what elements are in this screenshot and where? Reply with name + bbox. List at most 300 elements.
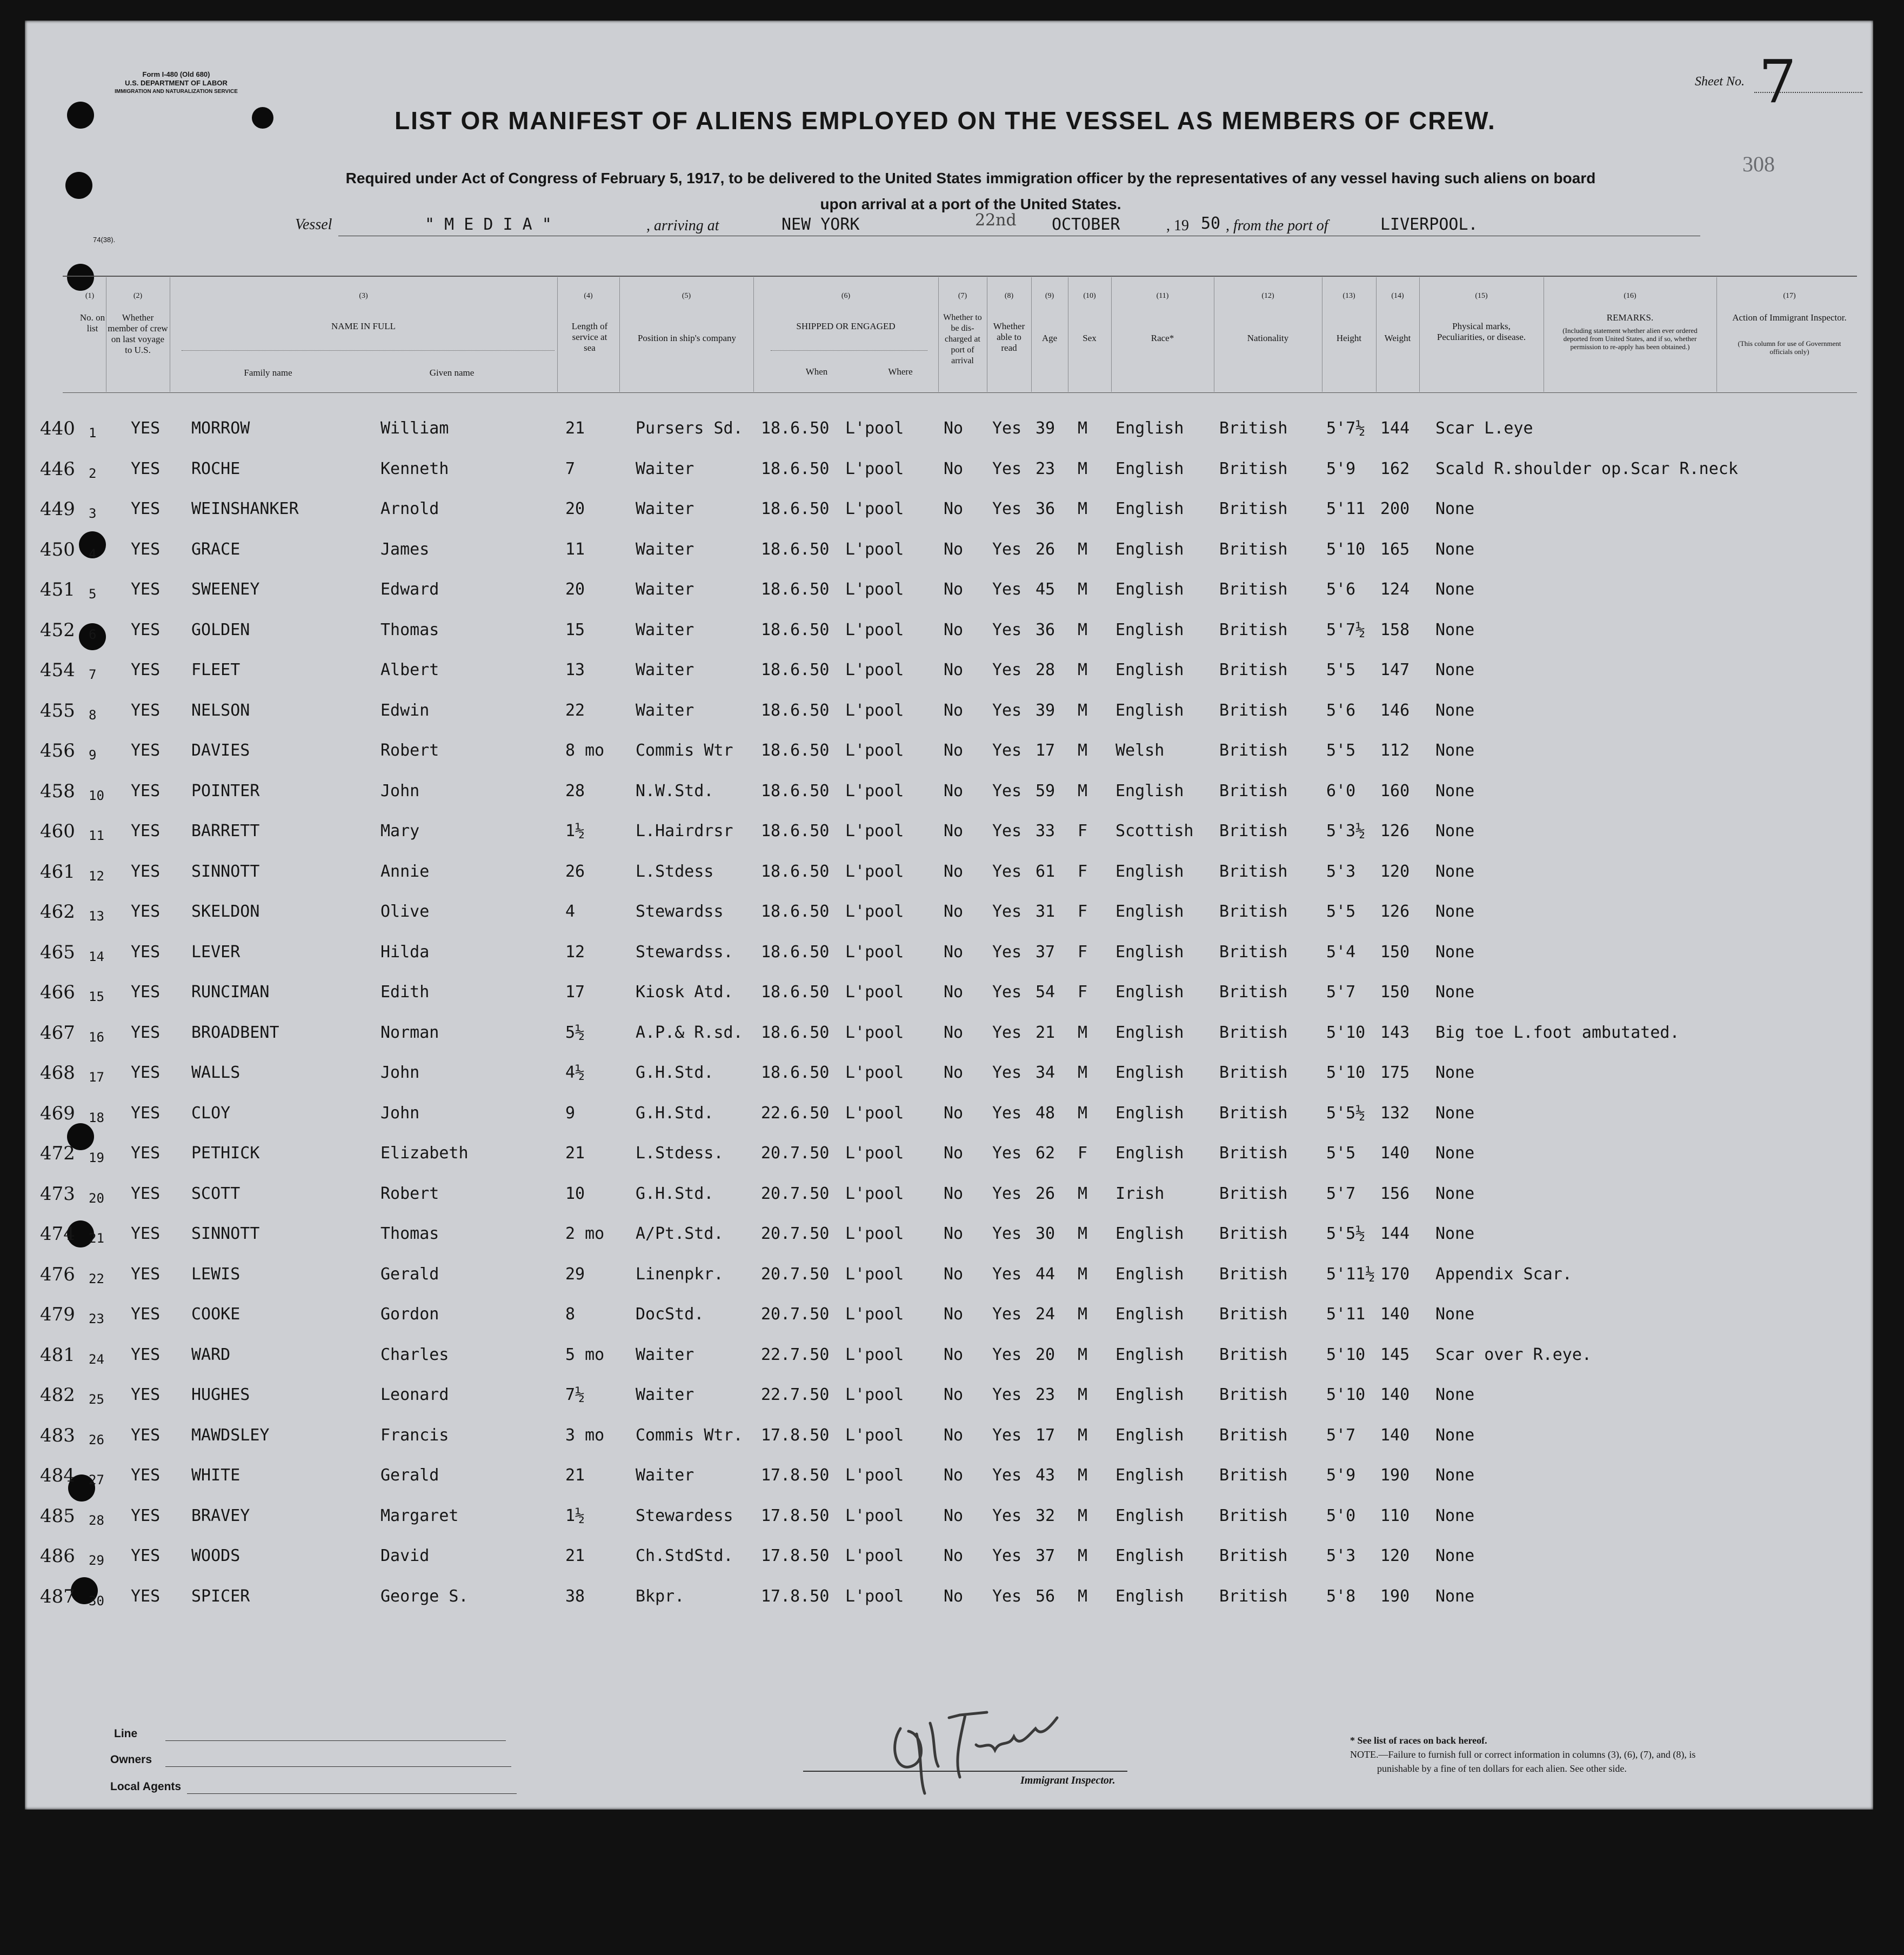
able-to-read: Yes [992,459,1022,478]
height: 5'5 [1326,741,1356,760]
nationality: British [1219,700,1288,720]
shipped-where: L'pool [845,1586,904,1606]
discharged-at-arrival: No [944,862,964,881]
row-ref-number: 472 [40,1143,75,1164]
given-name: John [380,1103,420,1123]
length-of-service: 1½ [565,822,585,840]
family-name: DAVIES [191,741,250,760]
ship-position: A/Pt.Std. [636,1224,724,1243]
local-agents-field [187,1793,517,1794]
given-name: John [380,1063,420,1082]
family-name: SINNOTT [191,862,260,881]
ship-position: Waiter [636,459,694,478]
nationality: British [1219,1063,1288,1082]
table-row [25,1022,1873,1061]
race: English [1115,1385,1184,1404]
age: 21 [1035,1023,1055,1042]
row-list-number: 22 [89,1271,104,1286]
shipped-where: L'pool [845,781,904,800]
shipped-where: L'pool [845,620,904,639]
row-list-number: 18 [89,1110,104,1125]
height: 5'7½ [1326,620,1366,639]
sex: M [1078,1466,1088,1485]
side-code: 74(38). [93,236,116,244]
physical-marks: None [1435,862,1475,881]
sex: M [1078,1264,1088,1284]
height: 5'9 [1326,1466,1356,1485]
shipped-where: L'pool [845,459,904,478]
sex: M [1078,1546,1088,1565]
form-number: Form I-480 (Old 680) [142,70,210,78]
given-name: Mary [380,822,420,840]
row-ref-number: 461 [40,860,75,883]
table-row [25,1425,1873,1464]
discharged-at-arrival: No [944,539,964,559]
discharged-at-arrival: No [944,620,964,639]
discharged-at-arrival: No [944,1184,964,1203]
height: 5'10 [1326,1385,1366,1404]
physical-marks: None [1435,741,1475,760]
family-name: BRAVEY [191,1506,250,1525]
ship-position: Waiter [636,539,694,559]
shipped-when: 18.6.50 [761,862,830,881]
crew-last-voyage: YES [131,781,161,800]
age: 28 [1035,660,1055,679]
race: English [1115,1506,1184,1525]
weight: 140 [1380,1144,1410,1163]
table-row [25,1304,1873,1343]
height: 5'4 [1326,942,1356,962]
crew-last-voyage: YES [131,1023,161,1042]
row-ref-number: 458 [40,780,75,802]
able-to-read: Yes [992,1023,1022,1042]
able-to-read: Yes [992,1184,1022,1203]
crew-last-voyage: YES [131,1305,161,1324]
shipped-when: 17.8.50 [761,1506,830,1525]
family-name: NELSON [191,700,250,720]
shipped-where: L'pool [845,741,904,760]
ship-position: L.Hairdrsr [636,822,733,840]
nationality: British [1219,781,1288,800]
weight: 170 [1380,1264,1410,1284]
row-list-number: 16 [89,1029,104,1045]
physical-marks: None [1435,620,1475,639]
crew-last-voyage: YES [131,983,161,1002]
row-list-number: 29 [89,1553,104,1568]
ship-position: Stewardess [636,1506,733,1525]
row-list-number: 12 [89,868,104,884]
race: English [1115,1425,1184,1445]
nationality: British [1219,862,1288,881]
row-list-number: 9 [89,748,97,763]
col-number: (5) [682,292,691,300]
shipped-when: 18.6.50 [761,660,830,679]
race: English [1115,459,1184,478]
vessel-label: Vessel [295,216,332,233]
shipped-when: 18.6.50 [761,1063,830,1082]
shipped-where: L'pool [845,1063,904,1082]
family-name: SPICER [191,1586,250,1606]
age: 45 [1035,580,1055,599]
height: 5'3 [1326,1546,1356,1565]
table-row [25,861,1873,900]
col-number: (7) [958,292,967,300]
family-name: WOODS [191,1546,240,1565]
sex: F [1078,902,1088,921]
race: English [1115,942,1184,962]
able-to-read: Yes [992,1305,1022,1324]
weight: 126 [1380,902,1410,921]
physical-marks: None [1435,781,1475,800]
race: English [1115,1063,1184,1082]
family-name: LEWIS [191,1264,240,1284]
shipped-where: L'pool [845,902,904,921]
table-row [25,418,1873,457]
crew-last-voyage: YES [131,1425,161,1445]
discharged-at-arrival: No [944,1144,964,1163]
punch-hole [65,172,92,199]
table-row [25,1183,1873,1222]
length-of-service: 12 [565,942,585,962]
row-list-number: 26 [89,1432,104,1447]
discharged-at-arrival: No [944,1385,964,1404]
given-name: Charles [380,1345,449,1364]
row-ref-number: 467 [40,1022,75,1044]
col-header-length-service: Length of service at sea [571,321,608,353]
shipped-when: 18.6.50 [761,781,830,800]
weight: 146 [1380,700,1410,720]
sex: M [1078,419,1088,438]
weight: 165 [1380,539,1410,559]
ship-position: Waiter [636,499,694,518]
crew-last-voyage: YES [131,1466,161,1485]
length-of-service: 8 [565,1305,576,1324]
crew-last-voyage: YES [131,942,161,962]
nationality: British [1219,1586,1288,1606]
discharged-at-arrival: No [944,1224,964,1243]
race: English [1115,1586,1184,1606]
age: 36 [1035,620,1055,639]
able-to-read: Yes [992,1546,1022,1565]
family-name: GRACE [191,539,240,559]
row-ref-number: 452 [40,619,75,641]
family-name: RUNCIMAN [191,983,270,1002]
form-header [106,70,246,96]
sex: F [1078,942,1088,962]
weight: 140 [1380,1385,1410,1404]
col-header-remarks: REMARKS. [1606,312,1654,323]
weight: 144 [1380,1224,1410,1243]
shipped-when: 17.8.50 [761,1546,830,1565]
col-header-read: Whether able to read [993,321,1025,353]
crew-last-voyage: YES [131,660,161,679]
shipped-when: 18.6.50 [761,942,830,962]
discharged-at-arrival: No [944,499,964,518]
weight: 190 [1380,1466,1410,1485]
subtitle-line-2: upon arrival at a port of the United States. [820,196,1121,212]
penalty-note-1: NOTE.—Failure to furnish full or correct information in columns (3), (6), (7), and (8), is [1350,1749,1696,1760]
crew-last-voyage: YES [131,1546,161,1565]
crew-last-voyage: YES [131,1345,161,1364]
row-list-number: 10 [89,788,104,803]
height: 6'0 [1326,781,1356,800]
race: English [1115,983,1184,1002]
row-ref-number: 446 [40,458,75,480]
age: 39 [1035,419,1055,438]
shipped-when: 20.7.50 [761,1144,830,1163]
ship-position: Waiter [636,620,694,639]
weight: 190 [1380,1586,1410,1606]
weight: 110 [1380,1506,1410,1525]
able-to-read: Yes [992,620,1022,639]
row-ref-number: 465 [40,941,75,963]
table-row [25,982,1873,1020]
col-number: (4) [584,292,593,300]
shipped-where: L'pool [845,1546,904,1565]
nationality: British [1219,1144,1288,1163]
given-name: Gerald [380,1466,439,1485]
nationality: British [1219,983,1288,1002]
row-list-number: 24 [89,1351,104,1367]
row-ref-number: 485 [40,1505,75,1527]
row-ref-number: 466 [40,982,75,1003]
family-name: WEINSHANKER [191,499,299,518]
col-header-height: Height [1336,333,1362,343]
race: Irish [1115,1184,1165,1203]
row-list-number: 21 [89,1231,104,1246]
sex: M [1078,1385,1088,1404]
discharged-at-arrival: No [944,1506,964,1525]
arriving-label: , arriving at [646,217,719,234]
race: English [1115,1023,1184,1042]
discharged-at-arrival: No [944,741,964,760]
nationality: British [1219,942,1288,962]
col-number: (2) [133,292,143,300]
sex: M [1078,1305,1088,1324]
row-ref-number: 460 [40,820,75,842]
length-of-service: 17 [565,983,585,1002]
nationality: British [1219,539,1288,559]
weight: 175 [1380,1063,1410,1082]
given-name: Robert [380,741,439,760]
sex: M [1078,781,1088,800]
row-list-number: 28 [89,1512,104,1528]
family-name: POINTER [191,781,260,800]
shipped-where: L'pool [845,942,904,962]
shipped-where: L'pool [845,419,904,438]
weight: 144 [1380,419,1410,438]
col-number: (3) [359,292,368,300]
height: 5'7½ [1326,419,1366,438]
shipped-when: 20.7.50 [761,1184,830,1203]
table-row [25,539,1873,578]
physical-marks: None [1435,1144,1475,1163]
age: 26 [1035,539,1055,559]
discharged-at-arrival: No [944,1586,964,1606]
row-ref-number: 462 [40,901,75,923]
row-list-number: 2 [89,465,97,481]
family-name: SKELDON [191,902,260,921]
col-header-inspector-note: (This column for use of Government officials only) [1738,339,1841,356]
shipped-when: 18.6.50 [761,983,830,1002]
length-of-service: 28 [565,781,585,800]
age: 62 [1035,1144,1055,1163]
shipped-where: L'pool [845,1264,904,1284]
sex: F [1078,822,1088,840]
table-row [25,458,1873,497]
row-ref-number: 476 [40,1263,75,1285]
physical-marks: None [1435,1546,1475,1565]
nationality: British [1219,580,1288,599]
length-of-service: 26 [565,862,585,881]
race: English [1115,539,1184,559]
crew-last-voyage: YES [131,1063,161,1082]
crew-last-voyage: YES [131,822,161,840]
family-name: HUGHES [191,1385,250,1404]
given-name: Gordon [380,1305,439,1324]
age: 48 [1035,1103,1055,1123]
nationality: British [1219,1305,1288,1324]
given-name: Margaret [380,1506,459,1525]
weight: 145 [1380,1345,1410,1364]
shipped-when: 18.6.50 [761,741,830,760]
crew-last-voyage: YES [131,1264,161,1284]
physical-marks: None [1435,580,1475,599]
row-list-number: 3 [89,506,97,521]
length-of-service: 21 [565,419,585,438]
length-of-service: 3 mo [565,1425,605,1445]
length-of-service: 21 [565,1466,585,1485]
ship-position: A.P.& R.sd. [636,1023,743,1042]
row-list-number: 13 [89,909,104,924]
shipped-where: L'pool [845,983,904,1002]
col-header-where: Where [888,366,913,377]
sex: M [1078,1506,1088,1525]
given-name: Leonard [380,1385,449,1404]
shipped-where: L'pool [845,1506,904,1525]
col-header-no-on-list: No. on list [79,312,105,333]
col-header-position: Position in ship's company [637,333,737,343]
shipped-when: 18.6.50 [761,620,830,639]
race: English [1115,700,1184,720]
ship-position: Stewardss. [636,942,733,962]
race: English [1115,620,1184,639]
inspector-label: Immigrant Inspector. [1020,1774,1115,1786]
ship-position: N.W.Std. [636,781,714,800]
physical-marks: None [1435,660,1475,679]
local-agents-label: Local Agents [110,1780,182,1793]
height: 5'6 [1326,700,1356,720]
nationality: British [1219,620,1288,639]
nationality: British [1219,1425,1288,1445]
age: 20 [1035,1345,1055,1364]
able-to-read: Yes [992,419,1022,438]
row-ref-number: 440 [40,418,75,439]
family-name: BARRETT [191,822,260,840]
ship-position: Waiter [636,700,694,720]
given-name: Edith [380,983,430,1002]
given-name: George S. [380,1586,469,1606]
ship-position: L.Stdess [636,862,714,881]
length-of-service: 11 [565,539,585,559]
crew-last-voyage: YES [131,1506,161,1525]
discharged-at-arrival: No [944,1023,964,1042]
col-header-crew-last-voyage: Whether member of crew on last voyage to U.S. [108,312,168,355]
family-name: ROCHE [191,459,240,478]
nationality: British [1219,660,1288,679]
physical-marks: None [1435,1184,1475,1203]
physical-marks: None [1435,1305,1475,1324]
family-name: PETHICK [191,1144,260,1163]
row-ref-number: 473 [40,1183,75,1205]
crew-last-voyage: YES [131,580,161,599]
race: English [1115,1345,1184,1364]
race: English [1115,1466,1184,1485]
physical-marks: None [1435,1385,1475,1404]
family-name: FLEET [191,660,240,679]
shipped-where: L'pool [845,822,904,840]
table-header-rule [63,392,1857,393]
nationality: British [1219,1466,1288,1485]
age: 30 [1035,1224,1055,1243]
ship-position: Kiosk Atd. [636,983,733,1002]
shipped-where: L'pool [845,660,904,679]
row-list-number: 19 [89,1150,104,1165]
weight: 150 [1380,942,1410,962]
discharged-at-arrival: No [944,781,964,800]
weight: 162 [1380,459,1410,478]
table-top-rule [63,276,1857,277]
row-ref-number: 451 [40,579,75,600]
height: 5'10 [1326,1345,1366,1364]
length-of-service: 4½ [565,1063,585,1082]
given-name: Arnold [380,499,439,518]
table-row [25,659,1873,698]
table-row [25,1062,1873,1101]
table-row [25,1505,1873,1544]
race: English [1115,1305,1184,1324]
race: English [1115,1224,1184,1243]
nationality: British [1219,1345,1288,1364]
shipped-where: L'pool [845,700,904,720]
crew-last-voyage: YES [131,1103,161,1123]
race: English [1115,1103,1184,1123]
owners-label: Owners [110,1753,152,1766]
service-name: IMMIGRATION AND NATURALIZATION SERVICE [115,89,238,95]
row-list-number: 8 [89,707,97,723]
shipped-where: L'pool [845,1345,904,1364]
row-ref-number: 481 [40,1344,75,1366]
height: 5'6 [1326,580,1356,599]
physical-marks: None [1435,1063,1475,1082]
length-of-service: 7 [565,459,576,478]
able-to-read: Yes [992,499,1022,518]
shipped-when: 20.7.50 [761,1264,830,1284]
family-name: CLOY [191,1103,231,1123]
physical-marks: None [1435,1425,1475,1445]
height: 5'5½ [1326,1103,1366,1123]
subtitle-line-1: Required under Act of Congress of February 5, 1917, to be delivered to the United States immigration officer by the representatives of any vessel having such aliens on board [345,170,1596,186]
col-number: (16) [1624,292,1636,300]
nationality: British [1219,1506,1288,1525]
department-name: U.S. DEPARTMENT OF LABOR [125,79,228,87]
col-header-when: When [805,366,828,377]
manifest-title: LIST OR MANIFEST OF ALIENS EMPLOYED ON THE VESSEL AS MEMBERS OF CREW. [395,106,1496,135]
ship-position: L.Stdess. [636,1144,724,1163]
family-name: WALLS [191,1063,240,1082]
row-list-number: 17 [89,1070,104,1085]
crew-last-voyage: YES [131,902,161,921]
